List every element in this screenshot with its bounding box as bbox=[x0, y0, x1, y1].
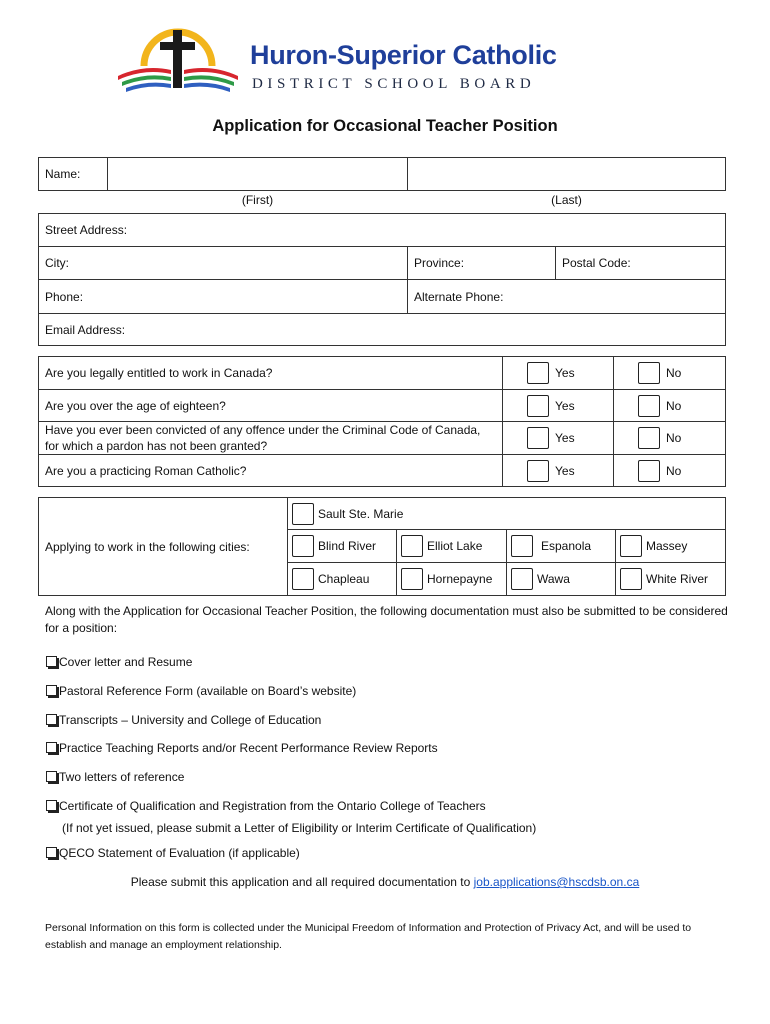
email-address-label: Email Address: bbox=[45, 322, 126, 337]
city-checkbox[interactable] bbox=[401, 568, 423, 590]
cities-table bbox=[38, 497, 726, 596]
doc-item bbox=[46, 846, 300, 860]
city-checkbox[interactable] bbox=[292, 503, 314, 525]
submit-email-link[interactable]: job.applications@hscdsb.on.ca bbox=[473, 875, 640, 889]
doc-item bbox=[46, 741, 438, 755]
city-option[interactable] bbox=[397, 530, 507, 563]
city-label: White River bbox=[646, 572, 709, 586]
city-label: Blind River bbox=[318, 539, 377, 553]
name-caption-spacer bbox=[39, 191, 108, 211]
yes-checkbox[interactable] bbox=[527, 427, 549, 449]
city-option[interactable] bbox=[288, 530, 397, 563]
alternate-phone-field[interactable] bbox=[408, 280, 726, 314]
yes-label: Yes bbox=[555, 431, 575, 445]
logo-stripe-blue-left bbox=[126, 83, 171, 92]
question-text: Are you over the age of eighteen? bbox=[39, 390, 503, 422]
city-label: Hornepayne bbox=[427, 572, 493, 586]
no-checkbox[interactable] bbox=[638, 460, 660, 482]
street-address-field[interactable] bbox=[39, 214, 726, 247]
question-row bbox=[39, 422, 726, 455]
city-checkbox[interactable] bbox=[511, 535, 533, 557]
city-option[interactable] bbox=[397, 563, 507, 596]
phone-label: Phone: bbox=[45, 289, 84, 304]
checkbox-bullet-icon bbox=[46, 800, 57, 811]
no-option[interactable] bbox=[614, 390, 726, 422]
city-label: Espanola bbox=[541, 539, 592, 553]
no-label: No bbox=[666, 431, 682, 445]
doc-item bbox=[46, 799, 486, 813]
questions-table bbox=[38, 356, 726, 487]
logo-cross-horizontal bbox=[160, 42, 195, 50]
alternate-phone-label: Alternate Phone: bbox=[414, 289, 504, 304]
province-field[interactable] bbox=[408, 247, 556, 280]
yes-option[interactable] bbox=[503, 455, 614, 487]
yes-option[interactable] bbox=[503, 390, 614, 422]
checkbox-bullet-icon bbox=[46, 685, 57, 696]
city-checkbox[interactable] bbox=[401, 535, 423, 557]
postal-code-field[interactable] bbox=[556, 247, 726, 280]
city-option[interactable] bbox=[288, 563, 397, 596]
city-label: Sault Ste. Marie bbox=[318, 506, 404, 521]
yes-option[interactable] bbox=[503, 422, 614, 455]
city-checkbox[interactable] bbox=[620, 535, 642, 557]
doc-item-text: Practice Teaching Reports and/or Recent Performance Review Reports bbox=[59, 741, 438, 755]
question-text: Are you legally entitled to work in Canada? bbox=[39, 357, 503, 390]
yes-option[interactable] bbox=[503, 357, 614, 390]
street-address-label: Street Address: bbox=[45, 223, 128, 237]
form-title: Application for Occasional Teacher Position bbox=[212, 117, 558, 135]
doc-item-text: Pastoral Reference Form (available on Board’s website) bbox=[59, 684, 357, 698]
checkbox-bullet-icon bbox=[46, 771, 57, 782]
doc-item-text: Transcripts – University and College of Education bbox=[59, 713, 322, 727]
question-row bbox=[39, 357, 726, 390]
org-name: Huron-Superior Catholic bbox=[250, 40, 557, 70]
org-subtitle: DISTRICT SCHOOL BOARD bbox=[252, 76, 536, 92]
no-option[interactable] bbox=[614, 357, 726, 390]
submit-text: Please submit this application and all required documentation to bbox=[130, 875, 474, 889]
board-logo bbox=[116, 20, 240, 96]
name-table bbox=[38, 157, 726, 211]
city-label: Massey bbox=[646, 539, 688, 553]
phone-field[interactable] bbox=[39, 280, 408, 314]
privacy-notice: Personal Information on this form is collected under the Municipal Freedom of Information and Protection of Privacy Act, and will be used to establish and manage an employment relationship. bbox=[45, 922, 692, 951]
doc-item bbox=[46, 770, 184, 784]
doc-item bbox=[46, 713, 321, 727]
city-label: Chapleau bbox=[318, 572, 370, 586]
doc-item bbox=[46, 684, 356, 698]
city-checkbox[interactable] bbox=[292, 568, 314, 590]
no-label: No bbox=[666, 366, 682, 380]
city-checkbox[interactable] bbox=[620, 568, 642, 590]
logo-cross-vertical bbox=[173, 30, 182, 88]
name-label: Name: bbox=[39, 158, 108, 191]
city-label: City: bbox=[45, 256, 69, 270]
cities-label: Applying to work in the following cities: bbox=[39, 498, 288, 596]
email-address-field[interactable] bbox=[39, 314, 726, 346]
checkbox-bullet-icon bbox=[46, 656, 57, 667]
doc-item-text: Two letters of reference bbox=[59, 770, 185, 784]
doc-item-text: Cover letter and Resume bbox=[59, 655, 193, 669]
city-label: Wawa bbox=[537, 572, 570, 586]
first-caption: (First) bbox=[241, 193, 274, 207]
city-option[interactable] bbox=[507, 563, 616, 596]
city-checkbox[interactable] bbox=[511, 568, 533, 590]
address-table bbox=[38, 213, 726, 346]
no-checkbox[interactable] bbox=[638, 427, 660, 449]
question-row bbox=[39, 455, 726, 487]
first-name-field[interactable] bbox=[108, 158, 408, 191]
yes-checkbox[interactable] bbox=[527, 395, 549, 417]
city-field[interactable] bbox=[39, 247, 408, 280]
question-text: Are you a practicing Roman Catholic? bbox=[39, 455, 503, 487]
province-label: Province: bbox=[414, 256, 465, 270]
city-label: Elliot Lake bbox=[427, 539, 483, 553]
no-checkbox[interactable] bbox=[638, 395, 660, 417]
no-option[interactable] bbox=[614, 422, 726, 455]
yes-checkbox[interactable] bbox=[527, 362, 549, 384]
doc-item bbox=[46, 655, 192, 669]
yes-checkbox[interactable] bbox=[527, 460, 549, 482]
checkbox-bullet-icon bbox=[46, 847, 57, 858]
no-label: No bbox=[666, 463, 682, 478]
city-option[interactable] bbox=[616, 563, 726, 596]
city-option[interactable] bbox=[288, 498, 726, 530]
yes-label: Yes bbox=[555, 463, 575, 478]
documentation-note: (If not yet issued, please submit a Letter of Eligibility or Interim Certificate of Qualification) bbox=[62, 821, 537, 835]
yes-label: Yes bbox=[555, 366, 575, 380]
last-name-field[interactable] bbox=[408, 158, 726, 191]
documentation-intro: Along with the Application for Occasional Teacher Position, the following documentation must also be submitted to be considered for a position: bbox=[45, 604, 728, 635]
question-text: Have you ever been convicted of any offence under the Criminal Code of Canada, for which a pardon has not been granted? bbox=[39, 422, 503, 455]
no-checkbox[interactable] bbox=[638, 362, 660, 384]
doc-item-text: Certificate of Qualification and Registration from the Ontario College of Teachers bbox=[59, 799, 486, 813]
submit-instructions bbox=[0, 875, 770, 889]
doc-item-text: QECO Statement of Evaluation (if applicable) bbox=[59, 846, 300, 860]
checkbox-bullet-icon bbox=[46, 742, 57, 753]
city-option[interactable] bbox=[616, 530, 726, 563]
last-caption: (Last) bbox=[551, 193, 582, 207]
yes-label: Yes bbox=[555, 398, 575, 413]
no-label: No bbox=[666, 398, 682, 413]
postal-code-label: Postal Code: bbox=[562, 256, 631, 270]
checkbox-bullet-icon bbox=[46, 714, 57, 725]
city-option[interactable] bbox=[507, 530, 616, 563]
no-option[interactable] bbox=[614, 455, 726, 487]
logo-stripe-blue-right bbox=[184, 83, 230, 92]
question-row bbox=[39, 390, 726, 422]
city-checkbox[interactable] bbox=[292, 535, 314, 557]
